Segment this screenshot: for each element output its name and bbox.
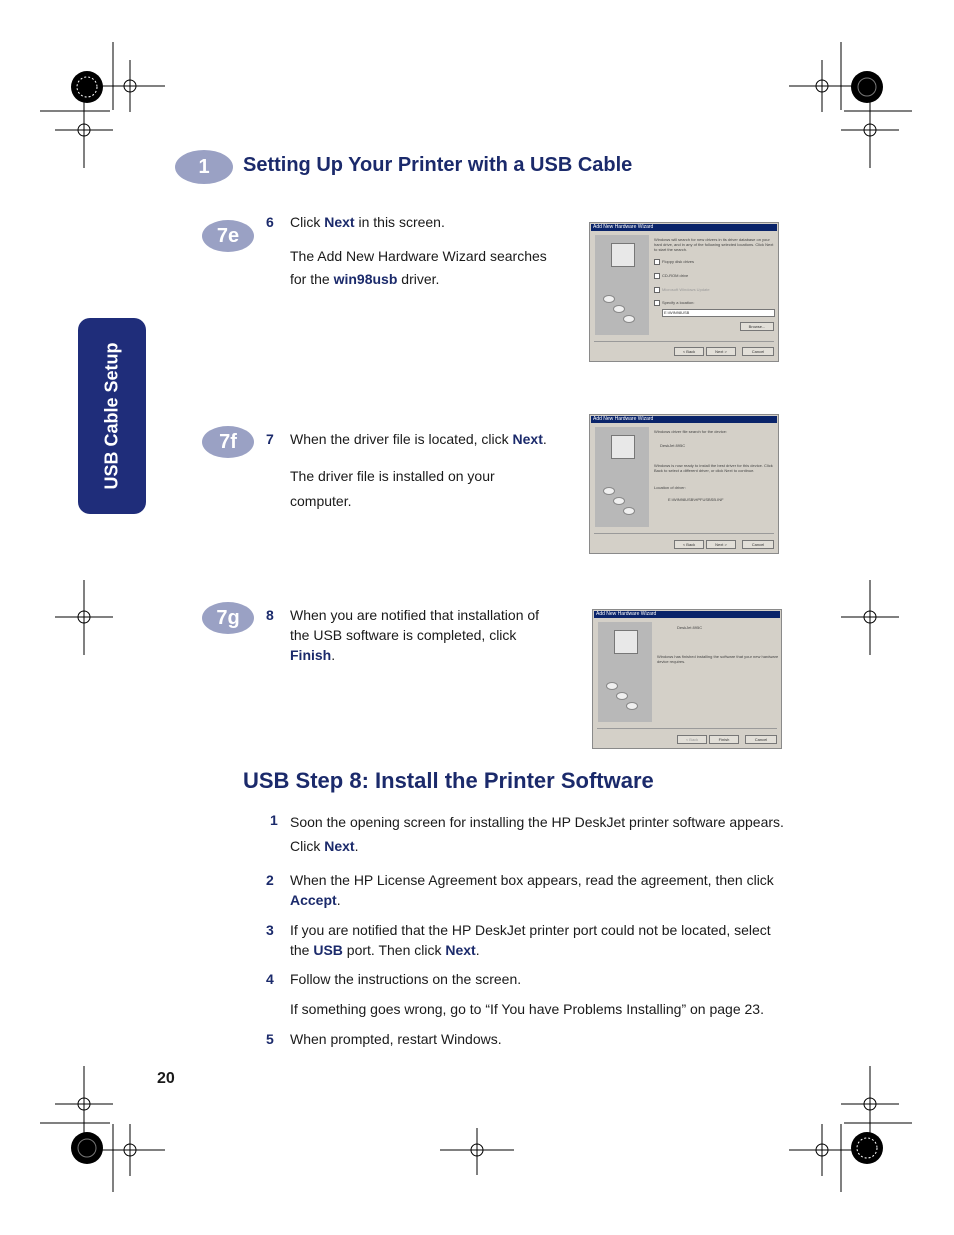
wizard-art: [598, 622, 652, 722]
step-number: 8: [266, 607, 274, 623]
step-number: 4: [266, 971, 274, 987]
dialog-title: Add New Hardware Wizard: [591, 416, 777, 423]
step-text: Soon the opening screen for installing the HP DeskJet printer software appears. Click Next.: [290, 814, 784, 854]
wizard-screenshot-located: Add New Hardware Wizard Windows driver file search for the device: DeskJet 895C Windows is now ready to install the best driver for this device. Click Back to select a different driver, or click Next to continue. Location of driver: E:\WIN98USB\HPFUSBSB.INF < Back Next > Cancel: [589, 414, 779, 554]
step-text: Follow the instructions on the screen.: [290, 971, 522, 987]
step-text: When you are notified that installation of the USB software is completed, click Finish.: [290, 607, 540, 663]
wizard-screenshot-search: Add New Hardware Wizard Windows will search for new drivers in its driver database on your hard drive, and in any of the following selected locations. Click Next to start the search. Floppy disk drives CD-ROM drive Microsoft Windows Update Specify a location: E:\WIN98USB Browse... < Back Next > Cancel: [589, 222, 779, 362]
step-number: 1: [270, 812, 278, 828]
step-text: When the driver file is located, click Next.: [290, 431, 547, 447]
dialog-title: Add New Hardware Wizard: [591, 224, 777, 231]
step-text: When prompted, restart Windows.: [290, 1031, 502, 1047]
page-number: 20: [157, 1070, 175, 1087]
step-number: 3: [266, 922, 274, 938]
step-number: 6: [266, 214, 274, 230]
section-title: USB Step 8: Install the Printer Software: [243, 768, 654, 793]
step-badge-7f: 7f: [202, 426, 254, 458]
wizard-art: [595, 427, 649, 527]
step-badge-7g: 7g: [202, 602, 254, 634]
step-number: 5: [266, 1031, 274, 1047]
chapter-title: Setting Up Your Printer with a USB Cable: [243, 154, 633, 176]
step-text: If you are notified that the HP DeskJet printer port could not be located, select the USB port. Then click Next.: [290, 922, 771, 958]
chapter-number-badge: 1: [175, 150, 233, 184]
wizard-art: [595, 235, 649, 335]
step-detail: The driver file is installed on your computer.: [290, 468, 495, 509]
step-number: 2: [266, 872, 274, 888]
step-text: Click Next in this screen.: [290, 214, 445, 230]
sidebar-tab-label: USB Cable Setup: [101, 342, 122, 490]
step-badge-7e: 7e: [202, 220, 254, 252]
step-detail: The Add New Hardware Wizard searches for the win98usb driver.: [290, 248, 547, 287]
sidebar-tab: [78, 318, 146, 514]
step-number: 7: [266, 431, 274, 447]
wizard-screenshot-finish: Add New Hardware Wizard DeskJet 895C Windows has finished installing the software that your new hardware device requires. < Back Finish Cancel: [592, 609, 782, 749]
step-text: When the HP License Agreement box appears, read the agreement, then click Accept.: [290, 872, 774, 908]
step-note: If something goes wrong, go to “If You have Problems Installing” on page 23.: [290, 1001, 764, 1017]
dialog-title: Add New Hardware Wizard: [594, 611, 780, 618]
